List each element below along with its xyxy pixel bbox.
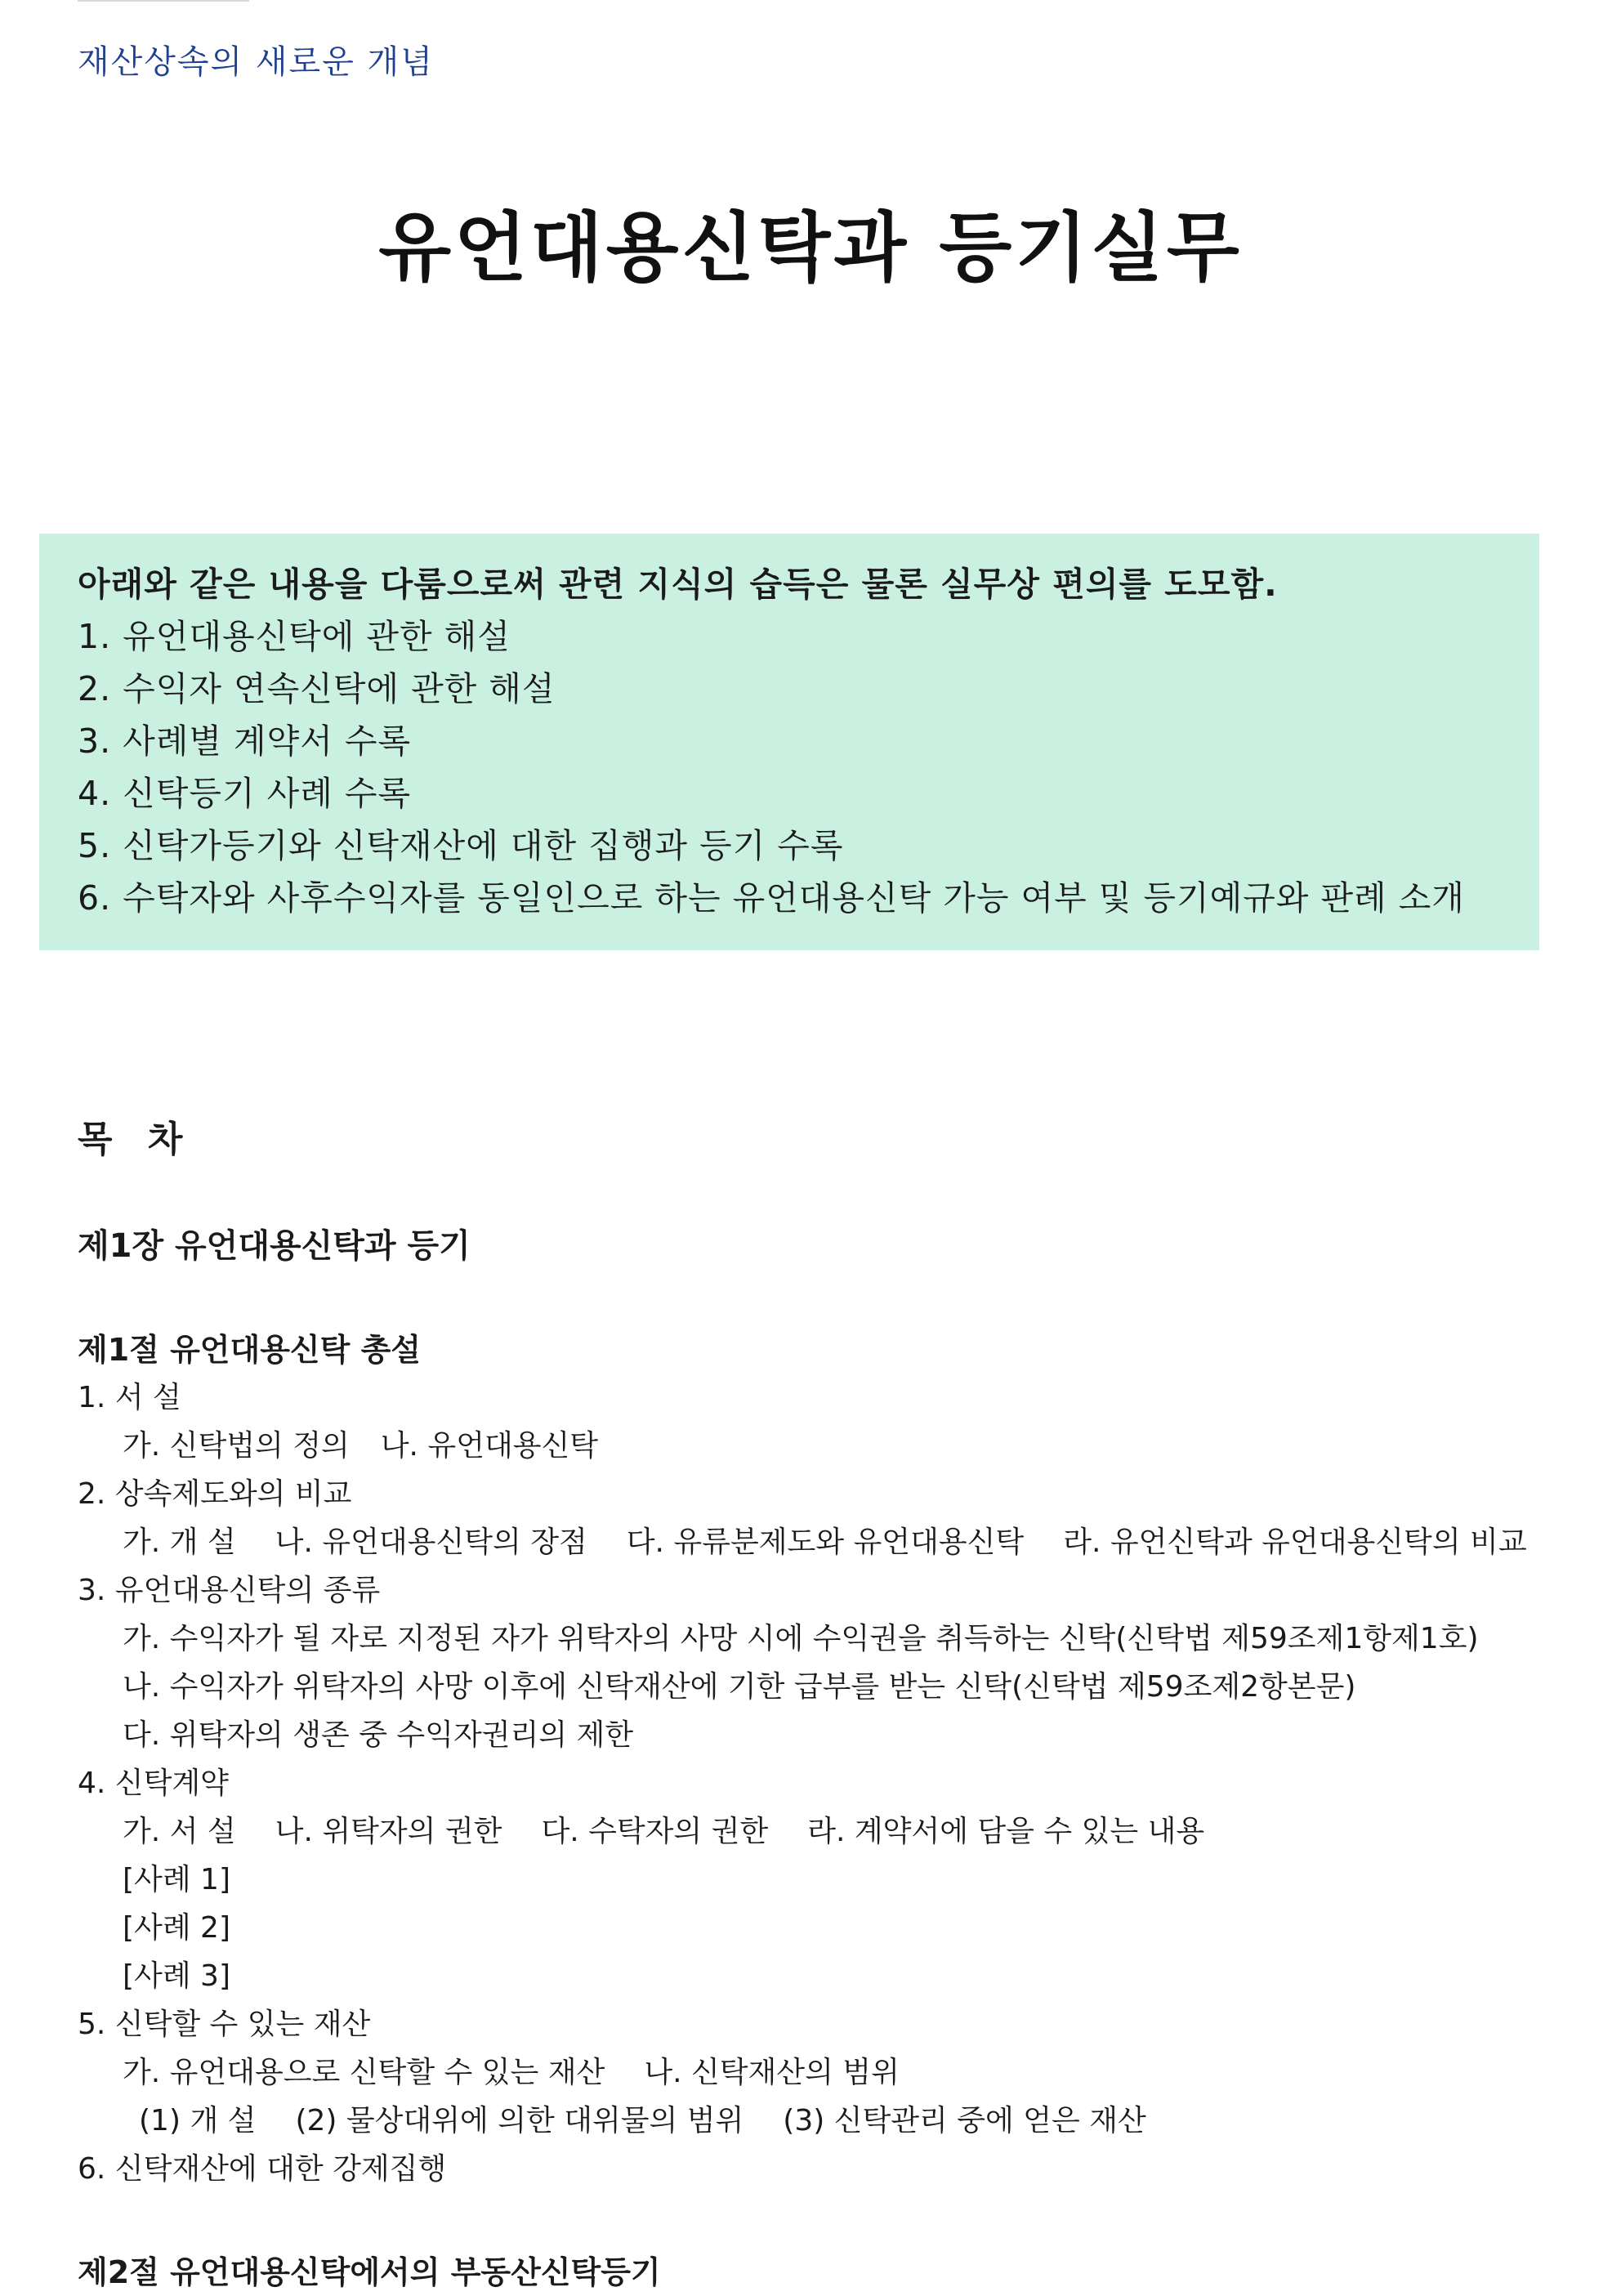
toc-item[interactable]: 6. 신탁재산에 대한 강제집행	[78, 2152, 447, 2186]
toc-heading: 목 차	[78, 1119, 194, 1160]
toc-section[interactable]: 제2절 유언대용신탁에서의 부동산신탁등기	[78, 2254, 661, 2290]
toc-case[interactable]: [사례 3]	[123, 1959, 230, 1993]
toc-subitem-row	[78, 1518, 1589, 1566]
summary-item: 5. 신탁가등기와 신탁재산에 대한 집행과 등기 수록	[78, 826, 844, 865]
toc-subitem[interactable]: 나. 신탁재산의 범위	[644, 2056, 900, 2089]
summary-intro: 아래와 같은 내용을 다룸으로써 관련 지식의 습득은 물론 실무상 편의를 도모함.	[78, 565, 1278, 604]
toc-case[interactable]: [사례 1]	[123, 1863, 230, 1896]
toc-section[interactable]: 제1절 유언대용신탁 총설	[78, 1332, 421, 1368]
toc-subsubitem[interactable]: (2) 물상대위에 의한 대위물의 범위	[295, 2104, 744, 2137]
toc-case[interactable]: [사례 2]	[123, 1911, 230, 1945]
toc-subsubitem[interactable]: (3) 신탁관리 중에 얻은 재산	[783, 2104, 1146, 2137]
toc-subitem[interactable]: 나. 유언대용신탁	[380, 1429, 599, 1463]
toc-subsubitem[interactable]: (1) 개 설	[139, 2104, 257, 2137]
toc-subitem[interactable]: 다. 수탁자의 권한	[541, 1815, 769, 1848]
toc-subitem-row	[78, 1422, 1589, 1470]
summary-item: 3. 사례별 계약서 수록	[78, 721, 412, 761]
toc-subitem[interactable]: 나. 위탁자의 권한	[275, 1815, 502, 1848]
toc-item[interactable]: 1. 서 설	[78, 1381, 181, 1414]
toc-subitem[interactable]: 라. 유언신탁과 유언대용신탁의 비교	[1063, 1525, 1527, 1559]
summary-item: 2. 수익자 연속신탁에 관한 해설	[78, 669, 556, 708]
toc-subitem-row	[78, 1807, 1589, 1856]
toc-item[interactable]: 4. 신탁계약	[78, 1767, 229, 1800]
toc-subitem[interactable]: 라. 계약서에 담을 수 있는 내용	[807, 1815, 1205, 1848]
toc-subitem-row	[78, 2048, 1589, 2097]
summary-item: 1. 유언대용신탁에 관한 해설	[78, 617, 511, 656]
toc-item[interactable]: 5. 신탁할 수 있는 재산	[78, 2008, 371, 2041]
toc-item[interactable]: 3. 유언대용신탁의 종류	[78, 1574, 381, 1607]
toc-subitem[interactable]: 나. 유언대용신탁의 장점	[275, 1525, 587, 1559]
table-of-contents	[78, 1115, 1589, 2296]
toc-subitem[interactable]: 가. 수익자가 될 자로 지정된 자가 위탁자의 사망 시에 수익권을 취득하는 신탁(신탁법 제59조제1항제1호)	[123, 1622, 1479, 1655]
toc-subitem[interactable]: 가. 개 설	[123, 1525, 236, 1559]
toc-subitem[interactable]: 나. 수익자가 위탁자의 사망 이후에 신탁재산에 기한 급부를 받는 신탁(신탁법 제59조제2항본문)	[123, 1670, 1356, 1704]
summary-item: 6. 수탁자와 사후수익자를 동일인으로 하는 유언대용신탁 가능 여부 및 등기예규와 판례 소개	[78, 878, 1465, 918]
toc-subitem[interactable]: 가. 신탁법의 정의	[123, 1429, 350, 1463]
toc-chapter[interactable]: 제1장 유언대용신탁과 등기	[78, 1227, 471, 1265]
summary-box	[39, 534, 1539, 950]
toc-subsubitem-row	[78, 2097, 1589, 2145]
toc-subitem[interactable]: 다. 위탁자의 생존 중 수익자권리의 제한	[123, 1718, 634, 1752]
toc-subitem[interactable]: 가. 서 설	[123, 1815, 236, 1848]
document-title: 유언대용신탁과 등기실무	[378, 204, 1243, 292]
toc-item[interactable]: 2. 상속제도와의 비교	[78, 1477, 352, 1511]
toc-subitem[interactable]: 다. 유류분제도와 유언대용신탁	[626, 1525, 1025, 1559]
summary-item: 4. 신탁등기 사례 수록	[78, 774, 412, 813]
top-rule	[78, 0, 249, 2]
header-tag: 재산상속의 새로운 개념	[78, 43, 434, 81]
toc-subitem[interactable]: 가. 유언대용으로 신탁할 수 있는 재산	[123, 2056, 605, 2089]
